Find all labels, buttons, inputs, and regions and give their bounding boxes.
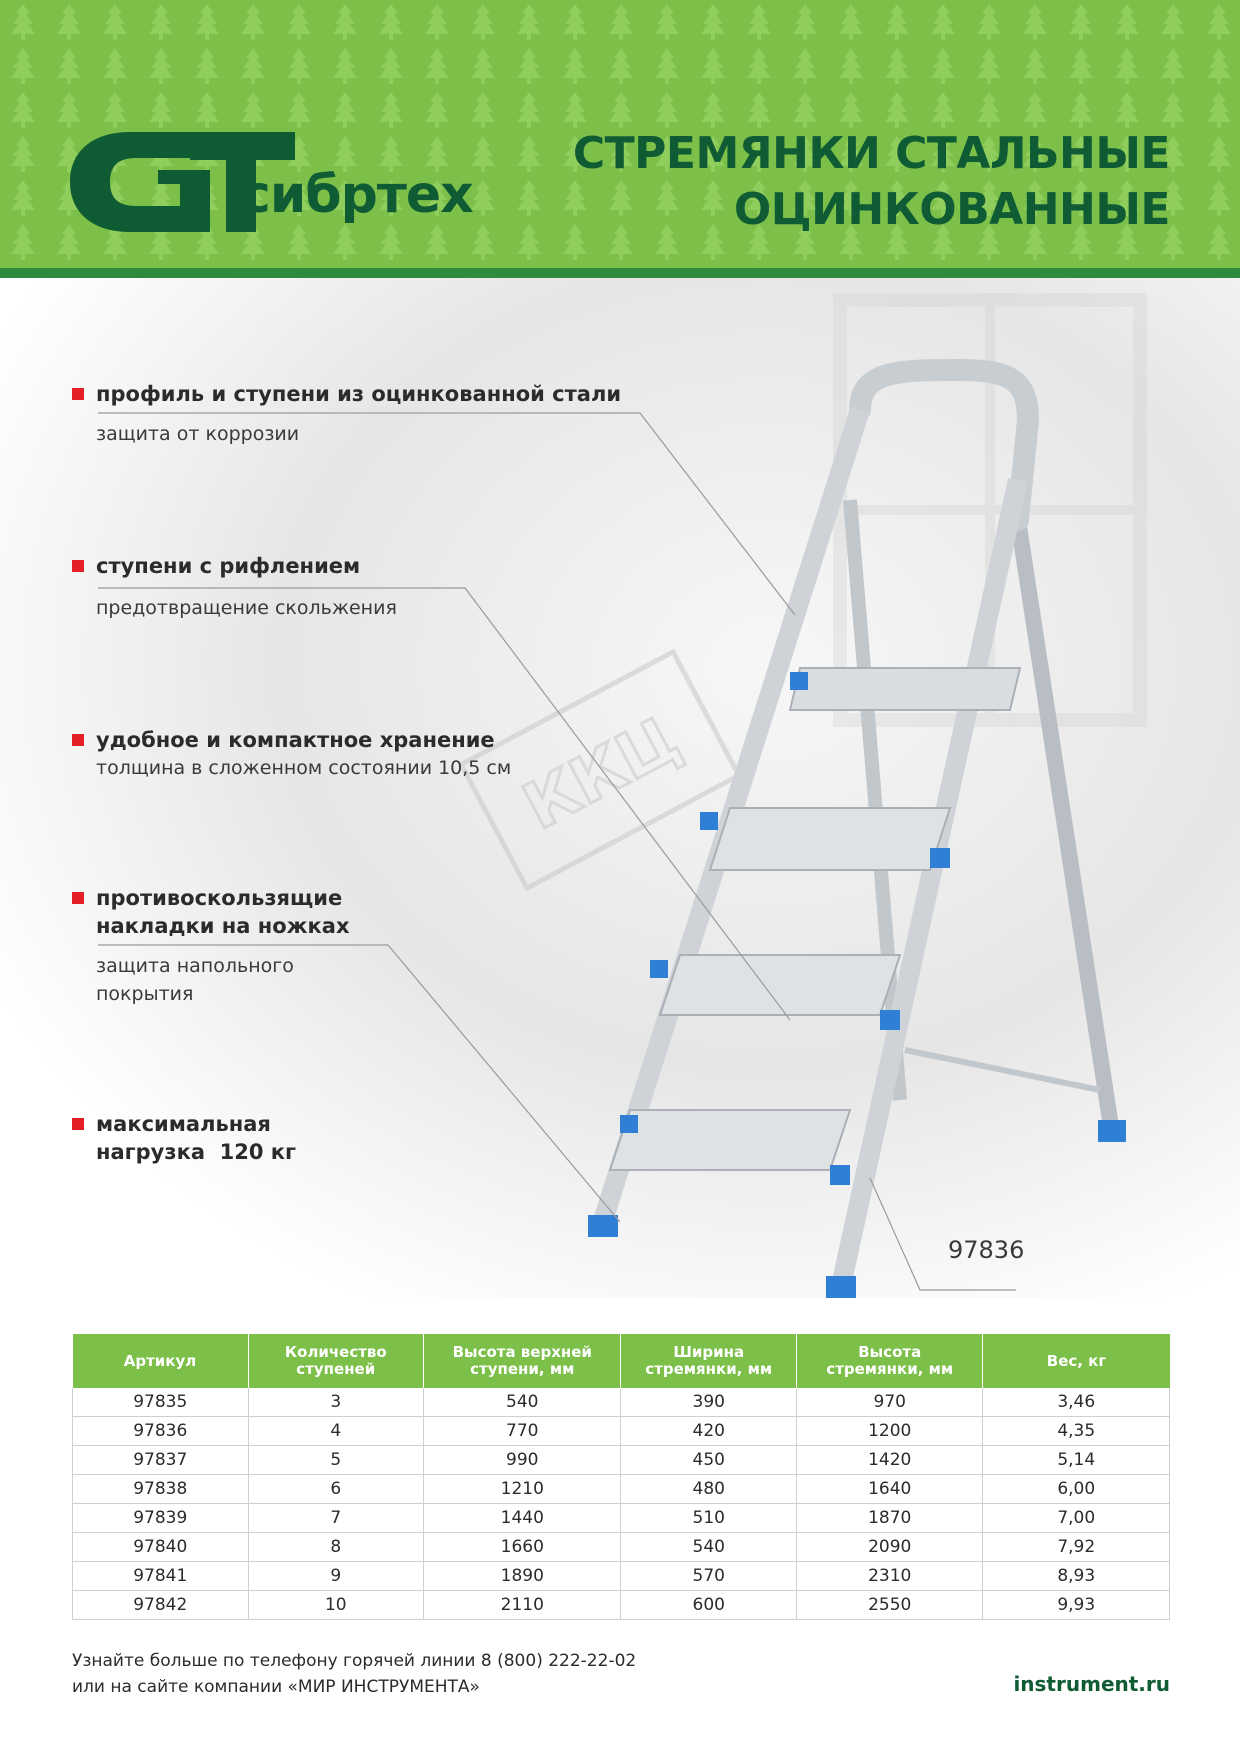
column-header bbox=[73, 1334, 249, 1388]
table-cell: 1210 bbox=[424, 1475, 621, 1504]
table-cell: 2550 bbox=[797, 1591, 983, 1620]
column-header-text: Вес, кг bbox=[1046, 1351, 1107, 1370]
feature-title-line2: накладки на ножках bbox=[96, 914, 350, 938]
company-text: или на сайте компании «МИР ИНСТРУМЕНТА» bbox=[72, 1677, 480, 1697]
header-banner bbox=[0, 0, 1240, 268]
page-title bbox=[573, 126, 1170, 238]
table-cell: 510 bbox=[621, 1504, 797, 1533]
table-cell: 600 bbox=[621, 1591, 797, 1620]
table-cell: 420 bbox=[621, 1417, 797, 1446]
website-link[interactable]: instrument.ru bbox=[1013, 1672, 1170, 1696]
column-header-text: Высота bbox=[858, 1343, 922, 1361]
table-cell: 1420 bbox=[797, 1446, 983, 1475]
table-cell: 480 bbox=[621, 1475, 797, 1504]
table-cell: 9,93 bbox=[983, 1591, 1170, 1620]
column-header-text: Количество bbox=[284, 1343, 387, 1361]
table-cell: 540 bbox=[621, 1533, 797, 1562]
table-cell: 3,46 bbox=[983, 1388, 1170, 1417]
table-row bbox=[73, 1475, 1170, 1504]
table-cell: 2090 bbox=[797, 1533, 983, 1562]
column-header-text: ступени, мм bbox=[470, 1360, 575, 1378]
bullet-icon bbox=[72, 560, 84, 572]
table-cell: 7,92 bbox=[983, 1533, 1170, 1562]
feature-desc: толщина в сложенном состоянии 10,5 см bbox=[96, 757, 512, 779]
feature-desc: защита от коррозии bbox=[96, 423, 300, 445]
column-header bbox=[797, 1334, 983, 1388]
feature-title: профиль и ступени из оцинкованной стали bbox=[96, 382, 622, 406]
table-cell: 97842 bbox=[73, 1591, 249, 1620]
table-cell: 7,00 bbox=[983, 1504, 1170, 1533]
table-cell: 97837 bbox=[73, 1446, 249, 1475]
table-cell: 1200 bbox=[797, 1417, 983, 1446]
table-cell: 5 bbox=[248, 1446, 424, 1475]
table-cell: 770 bbox=[424, 1417, 621, 1446]
bullet-icon bbox=[72, 388, 84, 400]
table-header-row bbox=[73, 1334, 1170, 1388]
table-cell: 450 bbox=[621, 1446, 797, 1475]
table-cell: 10 bbox=[248, 1591, 424, 1620]
feature-title: удобное и компактное хранение bbox=[96, 728, 495, 752]
hotline-info bbox=[72, 1648, 636, 1700]
column-header bbox=[424, 1334, 621, 1388]
watermark-text: ККЦ bbox=[512, 702, 692, 845]
column-header-text: Артикул bbox=[123, 1351, 197, 1370]
feature-title-line2: нагрузка 120 кг bbox=[96, 1140, 296, 1164]
table-cell: 540 bbox=[424, 1388, 621, 1417]
table-cell: 97836 bbox=[73, 1417, 249, 1446]
table-cell: 97835 bbox=[73, 1388, 249, 1417]
table-cell: 2310 bbox=[797, 1562, 983, 1591]
column-header-text: Ширина bbox=[673, 1343, 745, 1361]
table-cell: 3 bbox=[248, 1388, 424, 1417]
table-cell: 6,00 bbox=[983, 1475, 1170, 1504]
specifications-table bbox=[72, 1334, 1170, 1620]
table-cell: 1890 bbox=[424, 1562, 621, 1591]
feature-desc-line1: защита напольного bbox=[96, 955, 294, 977]
table-cell: 5,14 bbox=[983, 1446, 1170, 1475]
column-header bbox=[983, 1334, 1170, 1388]
table-cell: 97840 bbox=[73, 1533, 249, 1562]
model-number-label: 97836 bbox=[948, 1236, 1025, 1264]
feature-title: ступени с рифлением bbox=[96, 554, 361, 578]
table-row bbox=[73, 1504, 1170, 1533]
table-cell: 1640 bbox=[797, 1475, 983, 1504]
feature-desc-line2: покрытия bbox=[96, 983, 194, 1005]
feature-desc: предотвращение скольжения bbox=[96, 597, 397, 619]
table-cell: 970 bbox=[797, 1388, 983, 1417]
table-row bbox=[73, 1591, 1170, 1620]
table-cell: 7 bbox=[248, 1504, 424, 1533]
table-row bbox=[73, 1388, 1170, 1417]
column-header-text: стремянки, мм bbox=[826, 1360, 954, 1378]
bullet-icon bbox=[72, 734, 84, 746]
column-header-text: стремянки, мм bbox=[645, 1360, 773, 1378]
page-title-line2: ОЦИНКОВАННЫЕ bbox=[733, 184, 1170, 235]
table-cell: 1440 bbox=[424, 1504, 621, 1533]
table-cell: 6 bbox=[248, 1475, 424, 1504]
table-row bbox=[73, 1533, 1170, 1562]
table-row bbox=[73, 1562, 1170, 1591]
feature-title-line1: противоскользящие bbox=[96, 886, 343, 910]
feature-title-line1: максимальная bbox=[96, 1112, 271, 1136]
table-cell: 97838 bbox=[73, 1475, 249, 1504]
brand-name: сибртех bbox=[240, 165, 473, 225]
table-cell: 990 bbox=[424, 1446, 621, 1475]
column-header bbox=[621, 1334, 797, 1388]
table-cell: 570 bbox=[621, 1562, 797, 1591]
table-cell: 97841 bbox=[73, 1562, 249, 1591]
table-cell: 1870 bbox=[797, 1504, 983, 1533]
header-divider bbox=[0, 268, 1240, 278]
column-header-text: ступеней bbox=[296, 1360, 376, 1378]
table-cell: 8 bbox=[248, 1533, 424, 1562]
column-header bbox=[248, 1334, 424, 1388]
table-cell: 4 bbox=[248, 1417, 424, 1446]
table-cell: 9 bbox=[248, 1562, 424, 1591]
bullet-icon bbox=[72, 892, 84, 904]
table-cell: 1660 bbox=[424, 1533, 621, 1562]
column-header-text: Высота верхней bbox=[452, 1343, 592, 1361]
table-row bbox=[73, 1446, 1170, 1475]
bullet-icon bbox=[72, 1118, 84, 1130]
table-cell: 4,35 bbox=[983, 1417, 1170, 1446]
table-cell: 97839 bbox=[73, 1504, 249, 1533]
table-cell: 390 bbox=[621, 1388, 797, 1417]
hotline-text: Узнайте больше по телефону горячей линии 8 (800) 222-22-02 bbox=[72, 1651, 637, 1671]
table-cell: 8,93 bbox=[983, 1562, 1170, 1591]
table-row bbox=[73, 1417, 1170, 1446]
table-cell: 2110 bbox=[424, 1591, 621, 1620]
page-title-line1: СТРЕМЯНКИ СТАЛЬНЫЕ bbox=[572, 128, 1170, 179]
